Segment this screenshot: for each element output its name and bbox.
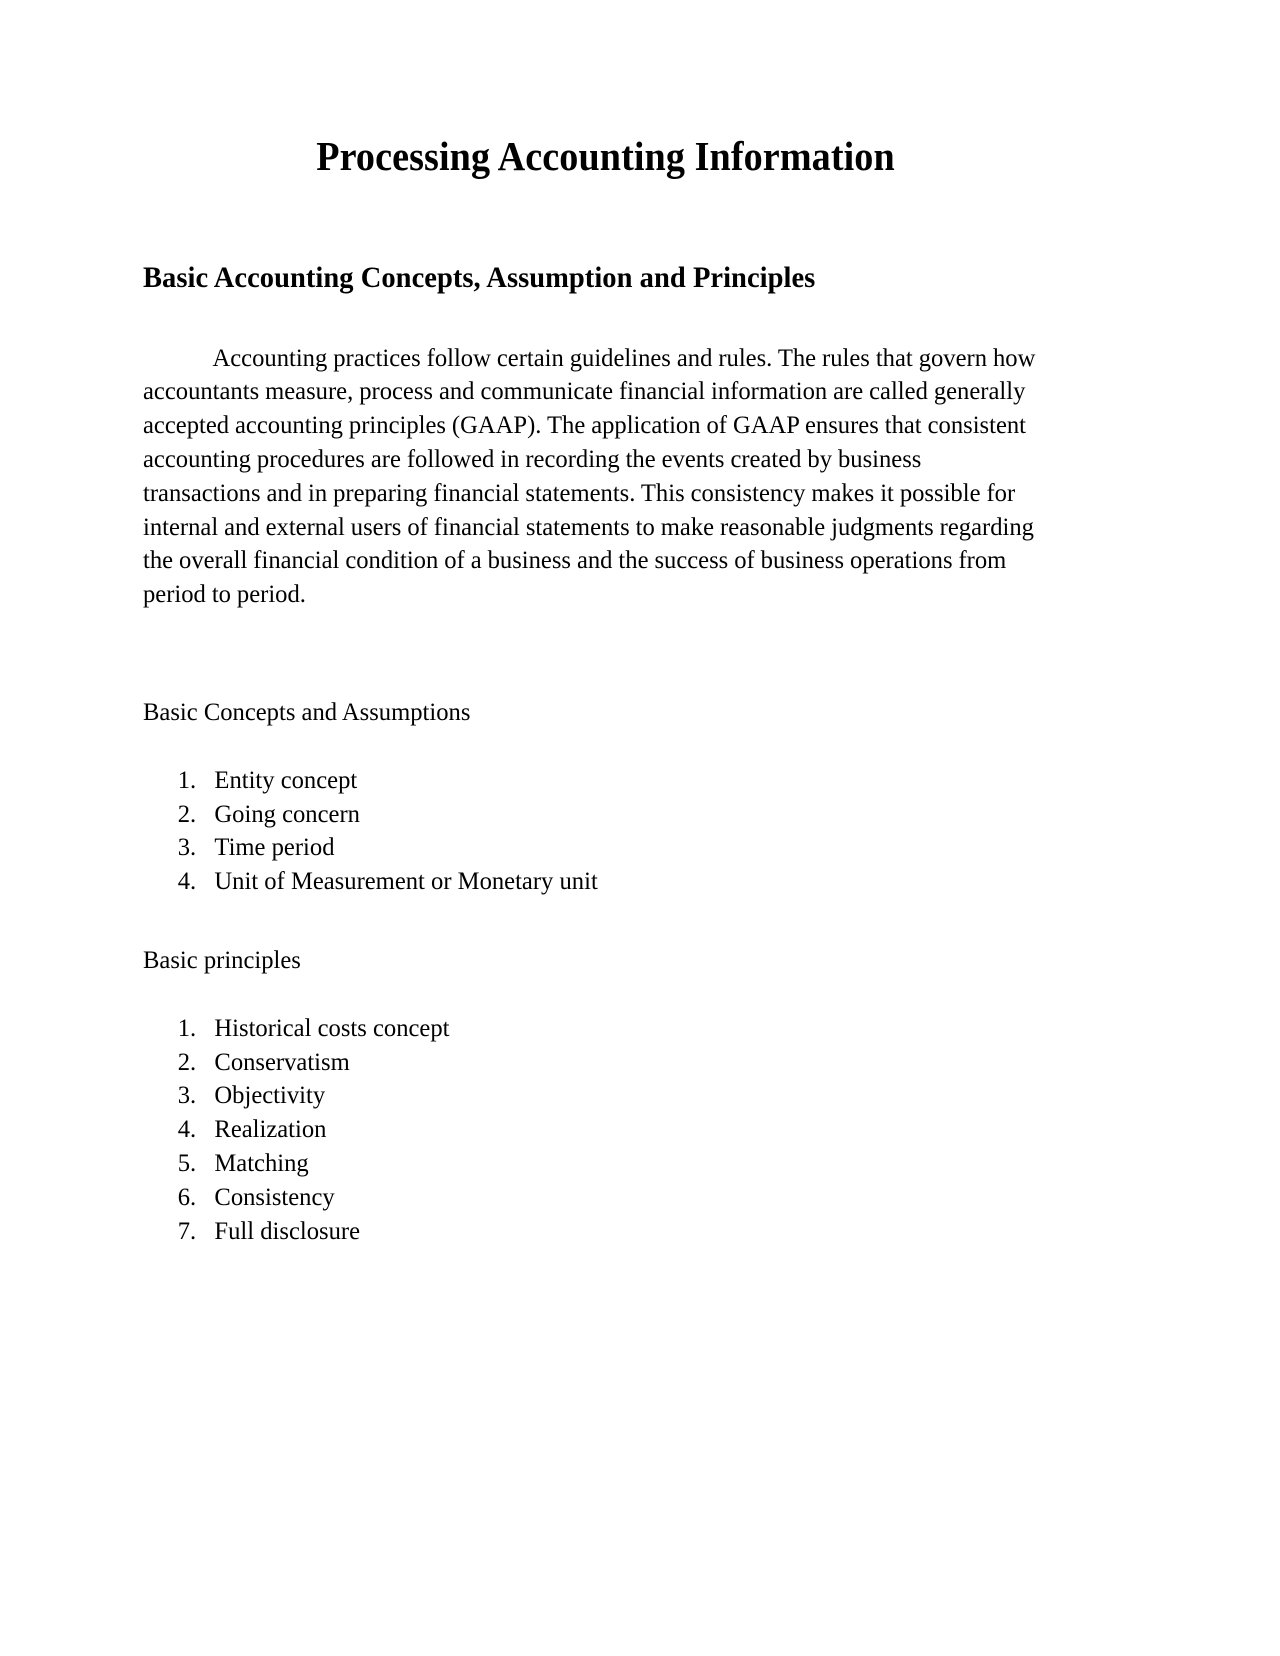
list-item-marker: 3.: [177, 832, 197, 862]
list-item: [143, 1112, 1036, 1146]
document-content: [143, 0, 1068, 1247]
list-item-marker: 4.: [177, 1114, 197, 1144]
page-title: Processing Accounting Information: [316, 133, 895, 179]
list-item-marker: 5.: [177, 1148, 197, 1178]
concepts-list-heading: Basic Concepts and Assumptions: [143, 697, 471, 727]
intro-paragraph: Accounting practices follow certain guidelines and rules. The rules that govern how accountants measure, process and communicate financial information are called generally accepted accounting principles (GAAP). The application of GAAP ensures that consistent accounting procedures are followed in recording the events created by business transactions and in preparing financial statements. This consistency makes it possible for internal and external users of financial statements to make reasonable judgments regarding the overall financial condition of a business and the success of business operations from period to period.: [143, 342, 1036, 609]
list-item: [143, 1011, 1036, 1045]
list-item: [143, 1146, 1036, 1180]
list-item-label: Going concern: [214, 798, 360, 828]
list-item: [143, 1180, 1036, 1214]
list-item-label: Matching: [214, 1148, 309, 1178]
list-item-marker: 1.: [177, 1012, 197, 1042]
list-item: [143, 830, 1036, 864]
list-item: [143, 864, 1036, 898]
list-item-marker: 3.: [177, 1080, 197, 1110]
list-item-marker: 1.: [177, 764, 197, 794]
list-item-label: Unit of Measurement or Monetary unit: [214, 866, 598, 896]
list-item-marker: 7.: [177, 1215, 197, 1245]
list-item: [143, 763, 1036, 797]
principles-list-heading: Basic principles: [143, 945, 301, 975]
list-item-marker: 4.: [177, 866, 197, 896]
list-item: [143, 797, 1036, 831]
list-item-label: Full disclosure: [214, 1215, 361, 1245]
list-item: [143, 1045, 1036, 1079]
principles-list: [143, 977, 1036, 1248]
concepts-list: [143, 729, 1036, 898]
list-item: [143, 1078, 1036, 1112]
list-item-marker: 2.: [177, 1046, 197, 1076]
list-item-marker: 2.: [177, 798, 197, 828]
list-item-label: Consistency: [214, 1181, 335, 1211]
list-item-label: Objectivity: [214, 1080, 326, 1110]
list-item-marker: 6.: [177, 1181, 197, 1211]
section-heading: Basic Accounting Concepts, Assumption and Principles: [143, 261, 816, 295]
list-item-label: Entity concept: [214, 764, 358, 794]
list-item-label: Conservatism: [214, 1046, 350, 1076]
list-item: [143, 1214, 1036, 1248]
list-item-label: Historical costs concept: [214, 1012, 450, 1042]
list-item-label: Realization: [214, 1114, 327, 1144]
list-item-label: Time period: [214, 832, 335, 862]
